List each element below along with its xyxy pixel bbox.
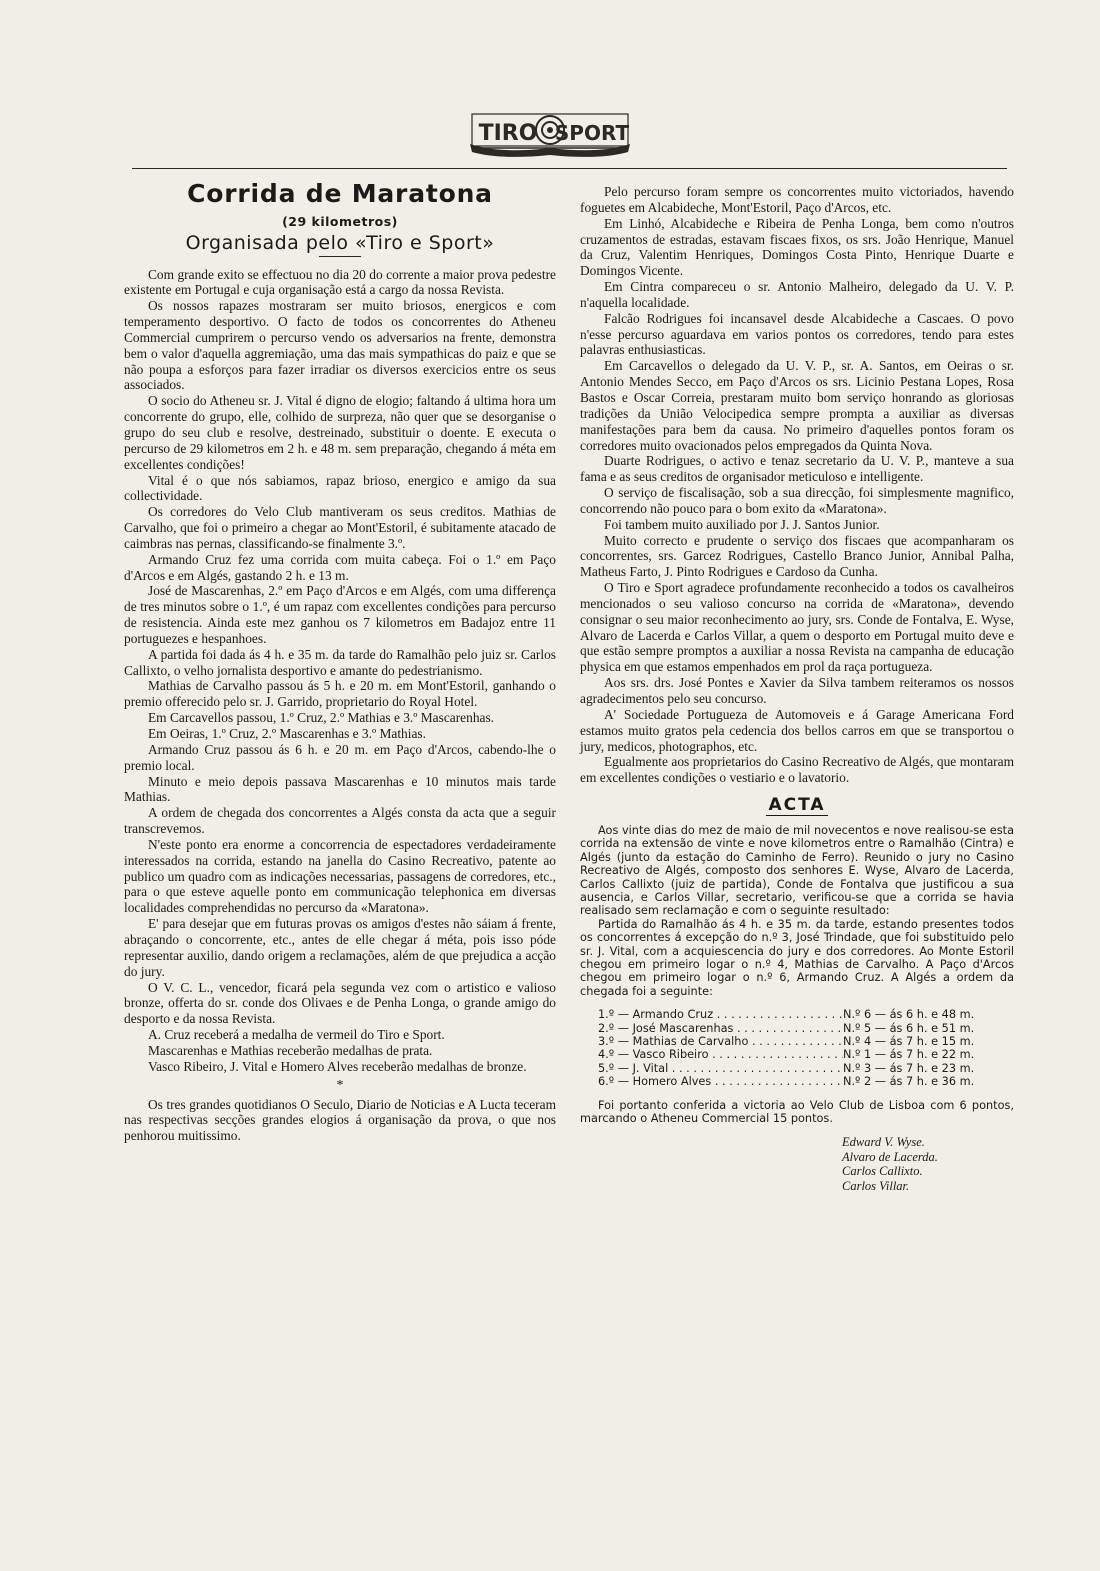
paragraph: Egualmente aos proprietarios do Casino Recreativo de Algés, que montaram em excellentes condições o vestiario e o lavatorio. (580, 754, 1014, 786)
right-column (580, 184, 1014, 1193)
standing-place: 2.º — José Mascarenhas . . . (598, 1022, 843, 1035)
paragraph: Em Oeiras, 1.º Cruz, 2.º Mascarenhas e 3.º Mathias. (148, 726, 426, 741)
standing-row (598, 1062, 1014, 1075)
paragraph: Muito correcto e prudente o serviço dos fiscaes que acompanharam os concorrentes, srs. Garcez Rodrigues, Castello Branco Junior, Annibal Palha, Matheus Farto, J. Pinto Rodrigues e Cardoso da Cunha. (580, 532, 1014, 580)
standing-place: 3.º — Mathias de Carvalho . . . (598, 1035, 843, 1048)
paragraph: O V. C. L., vencedor, ficará pela segunda vez com o artistico e valioso bronze, offerta do sr. conde dos Olivaes e de Penha Longa, o grande amigo do desporto e da nossa Revista. (124, 979, 556, 1027)
paragraph: Falcão Rodrigues foi incansavel desde Alcabideche a Cascaes. O povo n'esse percurso aguardava em varios pontos os corredores, tendo para estes palavras enthusiasticas. (580, 310, 1014, 358)
article-subtitle: (29 kilometros) (282, 213, 398, 229)
paragraph: Duarte Rodrigues, o activo e tenaz secretario da U. V. P., manteve a sua fama e as seus creditos de organisador meticuloso e intelligente. (580, 453, 1014, 485)
article-title: Corrida de Maratona (187, 179, 493, 208)
standing-row (598, 1022, 1014, 1035)
acta-closing: Foi portanto conferida a victoria ao Velo Club de Lisboa com 6 pontos, marcando o Atheneu Commercial 15 pontos. (580, 1098, 1014, 1126)
standing-place: 4.º — Vasco Ribeiro . . . (598, 1048, 843, 1061)
standing-row (598, 1048, 1014, 1061)
paragraph: E' para desejar que em futuras provas os amigos d'estes não sáiam á frente, abraçando o concorrente, etc., antes de elle chegar á méta, pois isso póde representar auxilio, dando origem a reclamações, além de que prejudica a acção do jury. (124, 916, 556, 979)
standing-row (598, 1008, 1014, 1021)
masthead-logo-right: SPORT (554, 121, 630, 145)
paragraph: Minuto e meio depois passava Mascarenhas e 10 minutos mais tarde Mathias. (124, 773, 556, 805)
acta-text (580, 824, 1014, 998)
masthead (0, 108, 1100, 167)
paragraph: Com grande exito se effectuou no dia 20 do corrente a maior prova pedestre existente em Portugal e cuja organisação está a cargo da nossa Revista. (124, 266, 556, 298)
paragraph: Armando Cruz passou ás 6 h. e 20 m. em Paço d'Arcos, cabendo-lhe o premio local. (124, 741, 556, 773)
left-column (124, 179, 556, 1144)
signature: Carlos Callixto. (842, 1164, 923, 1179)
paragraph: Vital é o que nós sabiamos, rapaz brioso, energico e amigo da sua collectividade. (124, 472, 556, 504)
paragraph: O socio do Atheneu sr. J. Vital é digno de elogio; faltando á ultima hora um concorrente do grupo, elle, colhido de surpreza, não quer que se desorganise o grupo do seu club e resolve, destreinado, substituir o doente. E executa o percurso de 29 kilometros em 2 h. e 48 m. sem preparação, chegando á méta em excellentes condições! (124, 393, 556, 472)
target-rifle-logo-icon (460, 108, 640, 162)
standing-row (598, 1075, 1014, 1088)
masthead-logo-left: TIRO (478, 121, 538, 146)
standing-time: N.º 1 — ás 7 h. e 22 m. (843, 1048, 975, 1062)
standing-place: 5.º — J. Vital . . . (598, 1062, 843, 1075)
paragraph: Aos srs. drs. José Pontes e Xavier da Silva tambem reiteramos os nossos agradecimentos pelo seu concurso. (580, 675, 1014, 706)
paragraph: Pelo percurso foram sempre os concorrentes muito victoriados, havendo foguetes em Alcabideche, Mont'Estoril, Paço d'Arcos, etc. (580, 184, 1014, 215)
paragraph: Os corredores do Velo Club mantiveram os seus creditos. Mathias de Carvalho, que foi o primeiro a chegar ao Mont'Estoril, é subitamente atacado de caimbras nas pernas, classificando-se finalmente 3.º. (124, 504, 556, 551)
article-organiser: Organisada pelo «Tiro e Sport» (185, 231, 495, 254)
paragraph: Os nossos rapazes mostraram ser muito briosos, energicos e com temperamento desportivo. O facto de todos os concorrentes do Atheneu Commercial cumprirem o percurso vendo os adversarios na frente, demonstra bem o valor d'aquella aggremiação, uma das mais sympathicas do paiz e que se não poupa a esforços para fazer irradiar os diversos exercicios entre os seus associados. (124, 298, 556, 393)
signature: Carlos Villar. (842, 1178, 910, 1193)
signature: Edward V. Wyse. (842, 1135, 925, 1150)
paragraph: A. Cruz receberá a medalha de vermeil do Tiro e Sport. (148, 1027, 445, 1043)
paragraph: O Tiro e Sport agradece profundamente reconhecido a todos os cavalheiros mencionados o seu valioso concurso na corrida de «Maratona», devendo consignar o seu maior reconhecimento ao jury, srs. Conde de Fontalva, E. Wyse, Alvaro de Lacerda e Carlos Villar, a quem o desporto em Portugal muito deve e que estão sempre promptos a auxiliar a nossa Revista na campanha de educação physica em que estamos empenhados em prol da raça portugueza. (580, 580, 1014, 675)
paragraph: José de Mascarenhas, 2.º em Paço d'Arcos e em Algés, com uma differença de tres minutos sobre o 1.º, é um rapaz com excellentes condições para percurso de resistencia. Ainda este mez ganhou os 7 kilometros em Badajoz entre 11 portuguezes e hespanhoes. (124, 583, 556, 646)
paragraph: Em Cintra compareceu o sr. Antonio Malheiro, delegado da U. V. P. n'aquella localidade. (580, 279, 1014, 310)
acta-heading-text: ACTA (768, 795, 826, 816)
jury-signatures (842, 1135, 1014, 1193)
paragraph: N'este ponto era enorme a concorrencia de espectadores verdadeiramente interessados na corrida, estando na janella do Casino Recreativo, patente ao publico um quadro com as indicações necessarias, passagens de corredores, etc., para o que esteve aquelle ponto em communicação telephonica em diversas localidades comprehendidas no percurso da «Maratona». (124, 836, 556, 916)
arrival-standings (598, 1008, 1014, 1088)
section-separator: * (336, 1077, 344, 1093)
paragraph: Em Carcavellos o delegado da U. V. P., sr. A. Santos, em Oeiras o sr. Antonio Mendes Secco, em Paço d'Arcos os srs. Licinio Pestana Lopes, Rosa Bastos e Oscar Correia, prestaram muito bom serviço honrando as gloriosas tradições da União Velocipedica sempre prompta a auxiliar as diversas manifestações para bem da causa. No primeiro d'aquelles pontos foram os corredores muito ovacionados pelos empregados da Quinta Nova. (580, 358, 1014, 453)
standing-time: N.º 3 — ás 7 h. e 23 m. (843, 1061, 975, 1075)
paragraph: Foi tambem muito auxiliado por J. J. Santos Junior. (604, 516, 880, 532)
standing-time: N.º 6 — ás 6 h. e 48 m. (843, 1008, 975, 1022)
paragraph: Em Linhó, Alcabideche e Ribeira de Penha Longa, bem como n'outros cruzamentos de estradas, estavam fiscaes fixos, os srs. João Henrique, Manuel da Cruz, Valentim Henriques, Domingos Costa Pinto, Henrique Duarte e Domingos Vicente. (580, 215, 1014, 279)
acta-closing-block (580, 1099, 1014, 1126)
standing-time: N.º 2 — ás 7 h. e 36 m. (843, 1075, 975, 1089)
paragraph: Mathias de Carvalho passou ás 5 h. e 20 m. em Mont'Estoril, ganhando o premio offerecido pelo sr. J. Garrido, proprietario do Royal Hotel. (124, 678, 556, 710)
closing-paragraph: Os tres grandes quotidianos O Seculo, Diario de Noticias e A Lucta teceram nas respectivas secções grandes elogios á organisação da prova, o que nos penhorou muitissimo. (124, 1096, 556, 1144)
paragraph: Vasco Ribeiro, J. Vital e Homero Alves receberão medalhas de bronze. (148, 1058, 527, 1074)
acta-paragraph: Aos vinte dias do mez de maio de mil novecentos e nove realisou-se esta corrida na extensão de vinte e nove kilometros entre o Ramalhão (Cintra) e Algés (junto da estação do Caminho de Ferro). Reunido o jury no Casino Recreativo de Algés, composto dos senhores E. Wyse, Alvaro de Lacerda, Carlos Callixto (juiz de partida), Conde de Fontalva que justificou a sua ausencia, e Carlos Villar, secretario, verificou-se que a corrida se havia realisado sem reclamação e com o seguinte resultado: (580, 823, 1014, 918)
paragraph: Em Carcavellos passou, 1.º Cruz, 2.º Mathias e 3.º Mascarenhas. (148, 710, 495, 726)
acta-paragraph: Partida do Ramalhão ás 4 h. e 35 m. da tarde, estando presentes todos os concorrentes á excepção do n.º 3, José Trindade, que foi substituido pelo sr. J. Vital, com a acquiescencia do jury e dos corredores. Ao Monte Estoril chegou em primeiro logar o n.º 4, Mathias de Carvalho. A Paço d'Arcos chegou em primeiro logar o n.º 6, Armando Cruz. A Algés a ordem da chegada foi a seguinte: (580, 917, 1014, 998)
standing-time: N.º 4 — ás 7 h. e 15 m. (843, 1035, 975, 1048)
standing-time: N.º 5 — ás 6 h. e 51 m. (843, 1021, 975, 1035)
paragraph: A partida foi dada ás 4 h. e 35 m. da tarde do Ramalhão pelo juiz sr. Carlos Callixto, o velho jornalista desportivo e amante do pedestrianismo. (124, 646, 556, 678)
paragraph: O serviço de fiscalisação, sob a sua direcção, foi simplesmente magnifico, concorrendo não pouco para o bom exito da «Maratona». (580, 485, 1014, 516)
signature: Alvaro de Lacerda. (842, 1149, 938, 1164)
acta-heading (580, 795, 1014, 816)
paragraph: Mascarenhas e Mathias receberão medalhas de prata. (148, 1042, 433, 1058)
header-rule (132, 168, 1007, 169)
standing-row (598, 1035, 1014, 1048)
standing-place: 1.º — Armando Cruz . . . (598, 1008, 843, 1021)
paragraph: A' Sociedade Portugueza de Automoveis e á Garage Americana Ford estamos muito gratos pela cedencia dos bellos carros em que se transportou o jury, medicos, photographos, etc. (580, 706, 1014, 754)
title-rule (319, 256, 361, 257)
standing-place: 6.º — Homero Alves . . . (598, 1075, 843, 1088)
paragraph: A ordem de chegada dos concorrentes a Algés consta da acta que a seguir transcrevemos. (124, 805, 556, 837)
paragraph: Armando Cruz fez uma corrida com muita cabeça. Foi o 1.º em Paço d'Arcos e em Algés, gastando 2 h. e 13 m. (124, 551, 556, 583)
